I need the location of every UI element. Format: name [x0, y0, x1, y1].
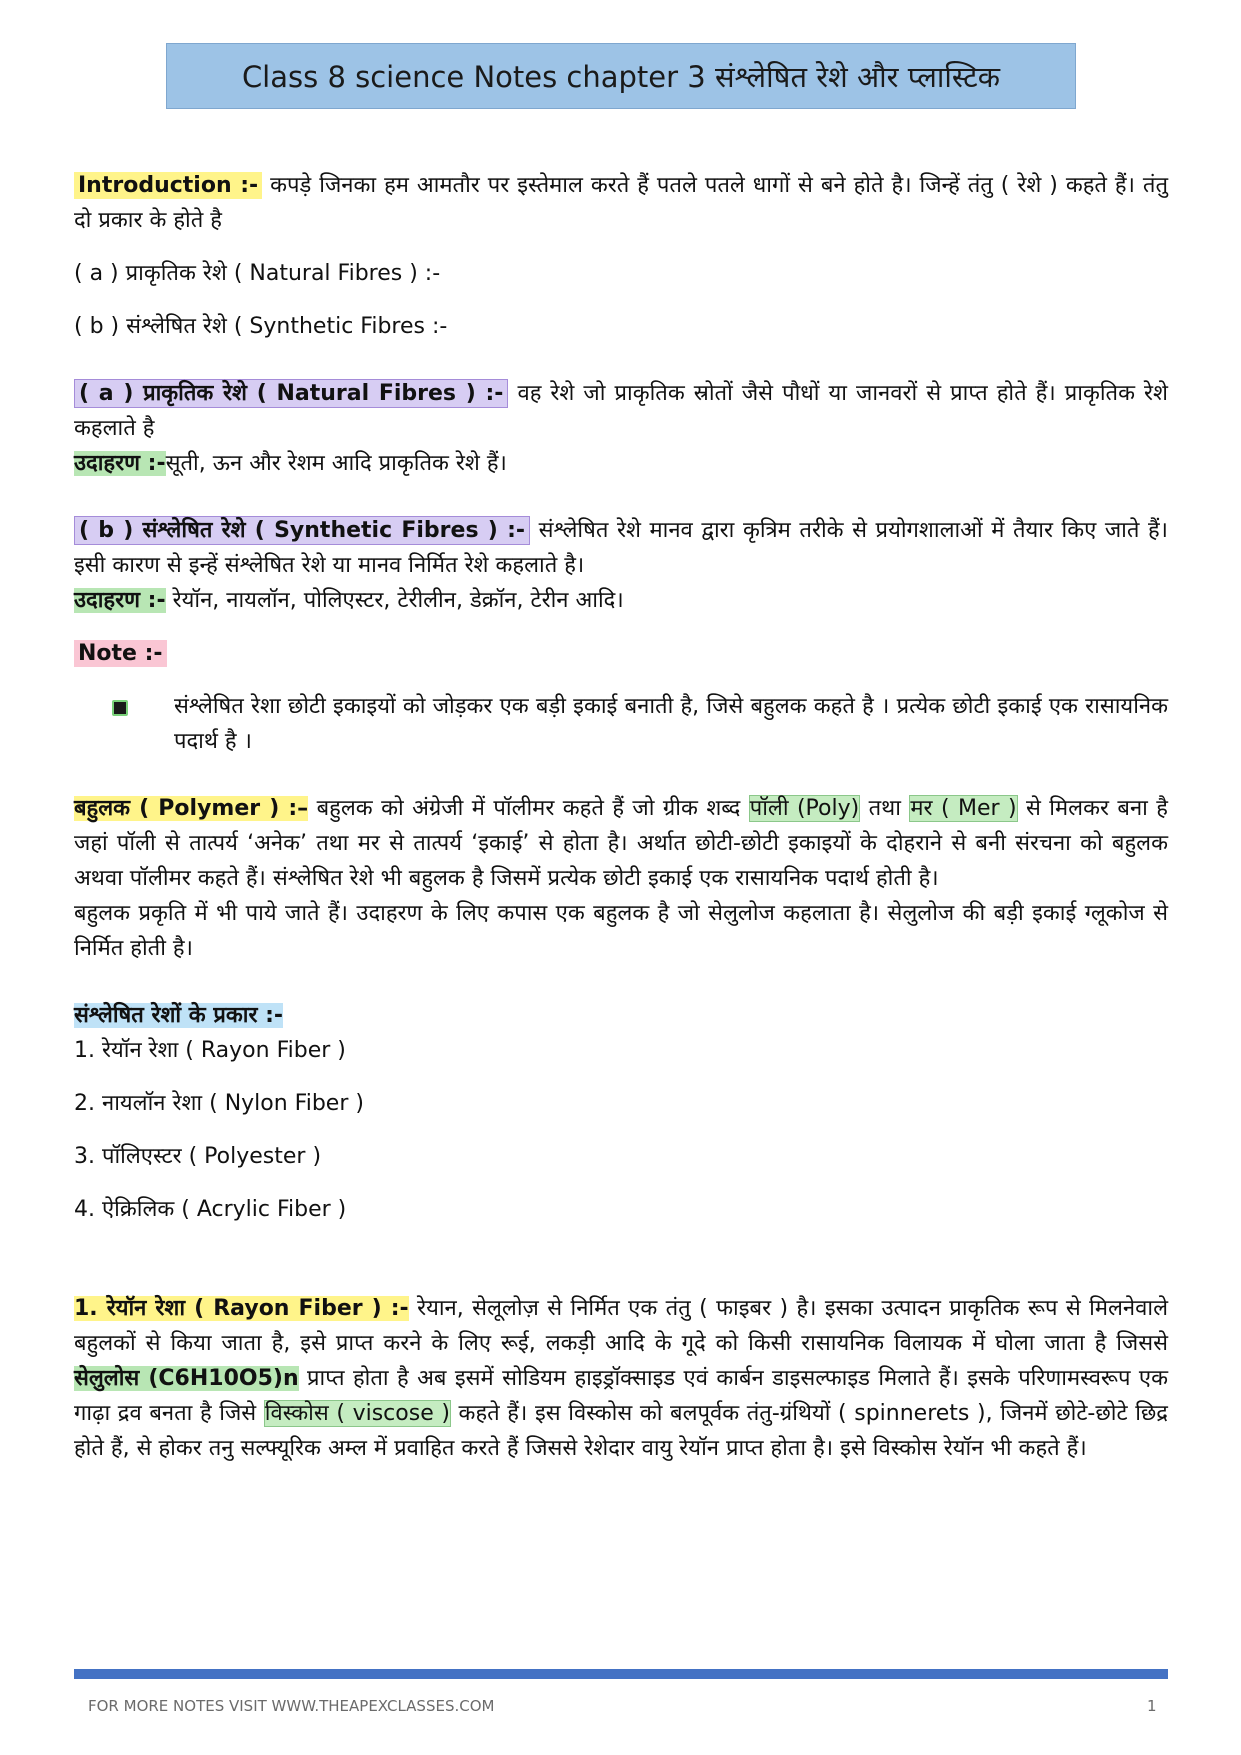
note-label: Note :- — [74, 640, 167, 667]
types-item-1: 1. रेयॉन रेशा ( Rayon Fiber ) — [74, 1038, 346, 1063]
page-number: 1 — [1147, 1697, 1157, 1715]
types-item-3: 3. पॉलिएस्टर ( Polyester ) — [74, 1144, 322, 1169]
synthetic-example-text: रेयॉन, नायलॉन, पोलिएस्टर, टेरीलीन, डेक्रॉन, टेरीन आदि। — [165, 588, 624, 613]
polymer-text-2: तथा — [860, 796, 910, 821]
synthetic-example-label: उदाहरण :- — [74, 588, 166, 613]
intro-paragraph — [74, 168, 1168, 238]
note-bullet-item — [112, 689, 1168, 759]
polymer-text-1: बहुलक को अंग्रेजी में पॉलीमर कहते हैं जो ग्रीक शब्द — [308, 796, 749, 821]
page-title-text: Class 8 science Notes chapter 3 संश्लेषित रेशे और प्लास्टिक — [241, 59, 1001, 94]
poly-term: पॉली (Poly) — [749, 796, 860, 821]
note-heading — [74, 636, 1168, 671]
polymer-paragraph-2: बहुलक प्रकृति में भी पाये जाते हैं। उदाहरण के लिए कपास एक बहुलक है जो सेलुलोज कहलाता है। सेलुलोज की बड़ी इकाई ग्लूकोज से निर्मित होती है। — [74, 901, 1168, 961]
natural-example-text: सूती, ऊन और रेशम आदि प्राकृतिक रेशे हैं। — [165, 451, 507, 476]
types-heading — [74, 998, 1168, 1033]
page-title — [166, 43, 1076, 109]
rayon-paragraph — [74, 1291, 1168, 1466]
intro-label: Introduction :- — [74, 172, 262, 199]
footer-divider — [74, 1669, 1168, 1679]
mer-term: मर ( Mer ) — [910, 796, 1017, 821]
intro-item-b: ( b ) संश्लेषित रेशे ( Synthetic Fibres :- — [74, 314, 448, 339]
rayon-text-2: प्राप्त होता है अब इसमें सोडियम हाइड्रॉक्साइड एवं कार्बन डाइसल्फाइड मिलाते हैं। इसके परिणामस्वरूप एक गाढ़ा द्रव बनता है जिसे — [74, 1366, 1168, 1426]
polymer-label: बहुलक ( Polymer ) :– — [74, 796, 309, 821]
note-bullet-text: संश्लेषित रेशा छोटी इकाइयों को जोड़कर एक बड़ी इकाई बनाती है, जिसे बहुलक कहते है । प्रत्येक छोटी इकाई एक रासायनिक पदार्थ है । — [174, 694, 1168, 754]
types-item-2: 2. नायलॉन रेशा ( Nylon Fiber ) — [74, 1091, 364, 1116]
intro-item-a: ( a ) प्राकृतिक रेशे ( Natural Fibres ) :- — [74, 261, 441, 286]
footer-text: FOR MORE NOTES VISIT WWW.THEAPEXCLASSES.COM — [88, 1697, 495, 1715]
polymer-paragraph — [74, 791, 1168, 896]
natural-text: वह रेशे जो प्राकृतिक स्रोतों जैसे पौधों या जानवरों से प्राप्त होते हैं। प्राकृतिक रेशे कहलाते है — [74, 381, 1168, 441]
types-item-4: 4. ऐक्रिलिक ( Acrylic Fiber ) — [74, 1197, 347, 1222]
rayon-text-1: रेयान, सेलूलोज़ से निर्मित एक तंतु ( फाइबर ) है। इसका उत्पादन प्राकृतिक रूप से मिलनेवाले बहुलकों से किया जाता है, इसे प्राप्त करने के लिए रूई, लकड़ी आदि के गूदे को किसी रासायनिक विलायक में घोला जाता है जिससे — [74, 1296, 1168, 1356]
synthetic-paragraph — [74, 513, 1168, 583]
synthetic-label: ( b ) संश्लेषित रेशे ( Synthetic Fibres ) :- — [74, 516, 530, 545]
natural-example — [74, 446, 1168, 481]
rayon-label: 1. रेयॉन रेशा ( Rayon Fiber ) :- — [74, 1296, 409, 1321]
types-label: संश्लेषित रेशों के प्रकार :- — [74, 1003, 284, 1028]
viscose-term: विस्कोस ( viscose ) — [264, 1401, 450, 1426]
cellulose-term: सेलुलोस (C6H10O5)n — [74, 1366, 299, 1391]
synthetic-text: संश्लेषित रेशे मानव द्वारा कृत्रिम तरीके से प्रयोगशालाओं में तैयार किए जाते हैं। इसी कारण से इन्हें संश्लेषित रेशे या मानव निर्मित रेशे कहलाते है। — [74, 518, 1168, 578]
intro-text: कपड़े जिनका हम आमतौर पर इस्तेमाल करते हैं पतले पतले धागों से बने होते है। जिन्हें तंतु ( रेशे ) कहते हैं। तंतु दो प्रकार के होते है — [74, 173, 1168, 233]
bullet-icon — [112, 689, 174, 759]
natural-label: ( a ) प्राकृतिक रेशे ( Natural Fibres ) :- — [74, 379, 508, 408]
synthetic-example — [74, 583, 1168, 618]
natural-example-label: उदाहरण :- — [74, 451, 166, 476]
rayon-text-3: कहते हैं। इस विस्कोस को बलपूर्वक तंतु-ग्रंथियों ( spinnerets ), जिनमें छोटे-छोटे छिद्र होते हैं, से होकर तनु सल्फ्यूरिक अम्ल में प्रवाहित करते हैं जिससे रेशेदार वायु रेयॉन प्राप्त होता है। इसे विस्कोस रेयॉन भी कहते हैं। — [74, 1401, 1168, 1461]
document-body — [74, 168, 1168, 1466]
natural-paragraph — [74, 376, 1168, 446]
polymer-text-3: से मिलकर बना है जहां पॉली से तात्पर्य ‘अनेक’ तथा मर से तात्पर्य ‘इकाई’ से होता है। अर्थात छोटी-छोटी इकाइयों के दोहराने से बनी संरचना को बहुलक अथवा पॉलीमर कहते हैं। संश्लेषित रेशे भी बहुलक है जिसमें प्रत्येक छोटी इकाई एक रासायनिक पदार्थ होती है। — [74, 796, 1168, 891]
